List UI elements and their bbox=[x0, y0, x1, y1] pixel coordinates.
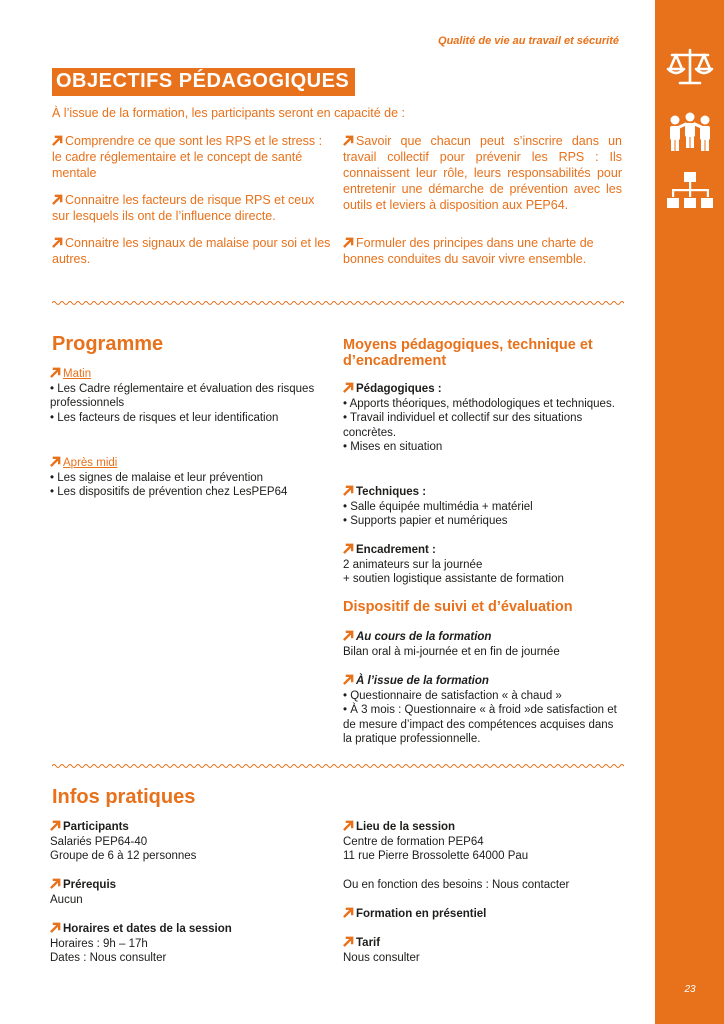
arrow-icon bbox=[343, 485, 354, 496]
programme-matin bbox=[50, 367, 335, 425]
group-label: Techniques : bbox=[356, 486, 427, 498]
sidebar-band bbox=[655, 0, 724, 1024]
hierarchy-icon bbox=[665, 170, 715, 214]
arrow-icon bbox=[50, 367, 61, 378]
infos-participants bbox=[50, 820, 335, 864]
infos-presentiel bbox=[343, 907, 621, 922]
programme-apres-midi bbox=[50, 456, 335, 500]
info-label: Tarif bbox=[356, 937, 381, 949]
session-label: Matin bbox=[63, 368, 92, 380]
group-label: À l’issue de la formation bbox=[356, 675, 489, 687]
suivi-title: Dispositif de suivi et d’évaluation bbox=[343, 599, 573, 615]
arrow-icon bbox=[50, 922, 61, 933]
arrow-icon bbox=[343, 674, 354, 685]
info-line: Centre de formation PEP64 bbox=[343, 835, 484, 848]
arrow-icon bbox=[343, 907, 354, 918]
arrow-icon bbox=[343, 936, 354, 947]
group-item: • À 3 mois : Questionnaire « à froid »de satisfaction et de mesure d’impact des compétences acquises dans la pratique professionnelle. bbox=[343, 704, 617, 745]
infos-title: Infos pratiques bbox=[52, 786, 196, 808]
info-label: Horaires et dates de la session bbox=[63, 923, 232, 935]
objectifs-banner: OBJECTIFS PÉDAGOGIQUES bbox=[52, 68, 355, 96]
infos-lieu bbox=[343, 820, 621, 893]
session-label: Après midi bbox=[63, 457, 118, 469]
info-line: Horaires : 9h – 17h bbox=[50, 937, 148, 950]
info-label: Participants bbox=[63, 821, 129, 833]
infos-horaires bbox=[50, 922, 335, 966]
arrow-icon bbox=[52, 194, 63, 205]
arrow-icon bbox=[343, 820, 354, 831]
session-item: • Les facteurs de risques et leur identification bbox=[50, 411, 279, 424]
arrow-icon bbox=[50, 820, 61, 831]
moyens-title: Moyens pédagogiques, technique et d’encadrement bbox=[343, 337, 593, 369]
objective-item bbox=[52, 192, 334, 224]
arrow-icon bbox=[50, 456, 61, 467]
group-item: • Mises en situation bbox=[343, 441, 443, 453]
objective-text: Formuler des principes dans une charte de bonnes conduites du savoir vivre ensemble. bbox=[343, 236, 594, 266]
group-label: Au cours de la formation bbox=[356, 631, 492, 643]
arrow-icon bbox=[52, 135, 63, 146]
objective-item bbox=[52, 133, 334, 181]
objective-item bbox=[343, 235, 625, 267]
info-line: 11 rue Pierre Brossolette 64000 Pau bbox=[343, 850, 529, 862]
objective-text: Comprendre ce que sont les RPS et le stress : le cadre réglementaire et le concept de santé mentale bbox=[52, 134, 323, 180]
arrow-icon bbox=[52, 237, 63, 248]
group-item: • Questionnaire de satisfaction « à chaud » bbox=[343, 689, 562, 702]
objective-text: Connaitre les facteurs de risque RPS et ceux sur lesquels ils ont de l’influence directe. bbox=[52, 193, 315, 223]
session-item: • Les signes de malaise et leur prévention bbox=[50, 471, 264, 484]
info-line: Nous consulter bbox=[343, 951, 420, 964]
info-label: Lieu de la session bbox=[356, 821, 456, 833]
suivi-cours bbox=[343, 630, 621, 659]
group-item: 2 animateurs sur la journée bbox=[343, 558, 483, 571]
objective-item bbox=[52, 235, 334, 267]
people-icon bbox=[665, 110, 715, 154]
infos-tarif bbox=[343, 936, 621, 965]
arrow-icon bbox=[343, 382, 354, 393]
group-item: + soutien logistique assistante de formation bbox=[343, 573, 564, 585]
info-label: Prérequis bbox=[63, 879, 117, 891]
programme-title: Programme bbox=[52, 333, 164, 355]
group-label: Encadrement : bbox=[356, 544, 436, 556]
arrow-icon bbox=[343, 543, 354, 554]
arrow-icon bbox=[343, 630, 354, 641]
moyens-encadrement bbox=[343, 543, 621, 587]
moyens-techniques bbox=[343, 485, 621, 529]
objectifs-intro: À l’issue de la formation, les participants seront en capacité de : bbox=[52, 106, 405, 120]
group-item: Bilan oral à mi-journée et en fin de journée bbox=[343, 645, 560, 658]
page-number: 23 bbox=[684, 984, 696, 995]
info-line bbox=[343, 864, 621, 879]
info-line: Dates : Nous consulter bbox=[50, 952, 167, 964]
info-line: Salariés PEP64-40 bbox=[50, 835, 148, 848]
session-item: • Les dispositifs de prévention chez LesPEP64 bbox=[50, 486, 288, 498]
objective-text: Connaitre les signaux de malaise pour soi et les autres. bbox=[52, 236, 331, 266]
arrow-icon bbox=[343, 135, 354, 146]
wave-divider bbox=[52, 762, 624, 770]
arrow-icon bbox=[343, 237, 354, 248]
session-item: • Les Cadre réglementaire et évaluation des risques professionnels bbox=[50, 382, 315, 409]
scales-icon bbox=[665, 45, 715, 89]
suivi-issue bbox=[343, 674, 621, 747]
group-item: • Apports théoriques, méthodologiques et techniques. bbox=[343, 397, 615, 410]
section-title: Qualité de vie au travail et sécurité bbox=[438, 35, 619, 47]
group-item: • Travail individuel et collectif sur des situations concrètes. bbox=[343, 412, 583, 439]
arrow-icon bbox=[50, 878, 61, 889]
info-line: Aucun bbox=[50, 893, 83, 906]
wave-divider bbox=[52, 299, 624, 307]
group-item: • Salle équipée multimédia + matériel bbox=[343, 500, 533, 513]
info-label: Formation en présentiel bbox=[356, 908, 487, 920]
info-line: Groupe de 6 à 12 personnes bbox=[50, 850, 197, 862]
info-line: Ou en fonction des besoins : Nous contacter bbox=[343, 879, 570, 891]
objective-item bbox=[343, 133, 622, 213]
moyens-pedagogiques bbox=[343, 382, 621, 455]
group-label: Pédagogiques : bbox=[356, 383, 442, 395]
group-item: • Supports papier et numériques bbox=[343, 515, 508, 527]
objective-text: Savoir que chacun peut s’inscrire dans un travail collectif pour prévenir les RPS : Ils connaissent leur rôle, leurs responsabilités pour entretenir une démarche de prévention avec les outils et leviers à disposition aux PEP64. bbox=[343, 134, 622, 212]
infos-prerequis bbox=[50, 878, 335, 907]
